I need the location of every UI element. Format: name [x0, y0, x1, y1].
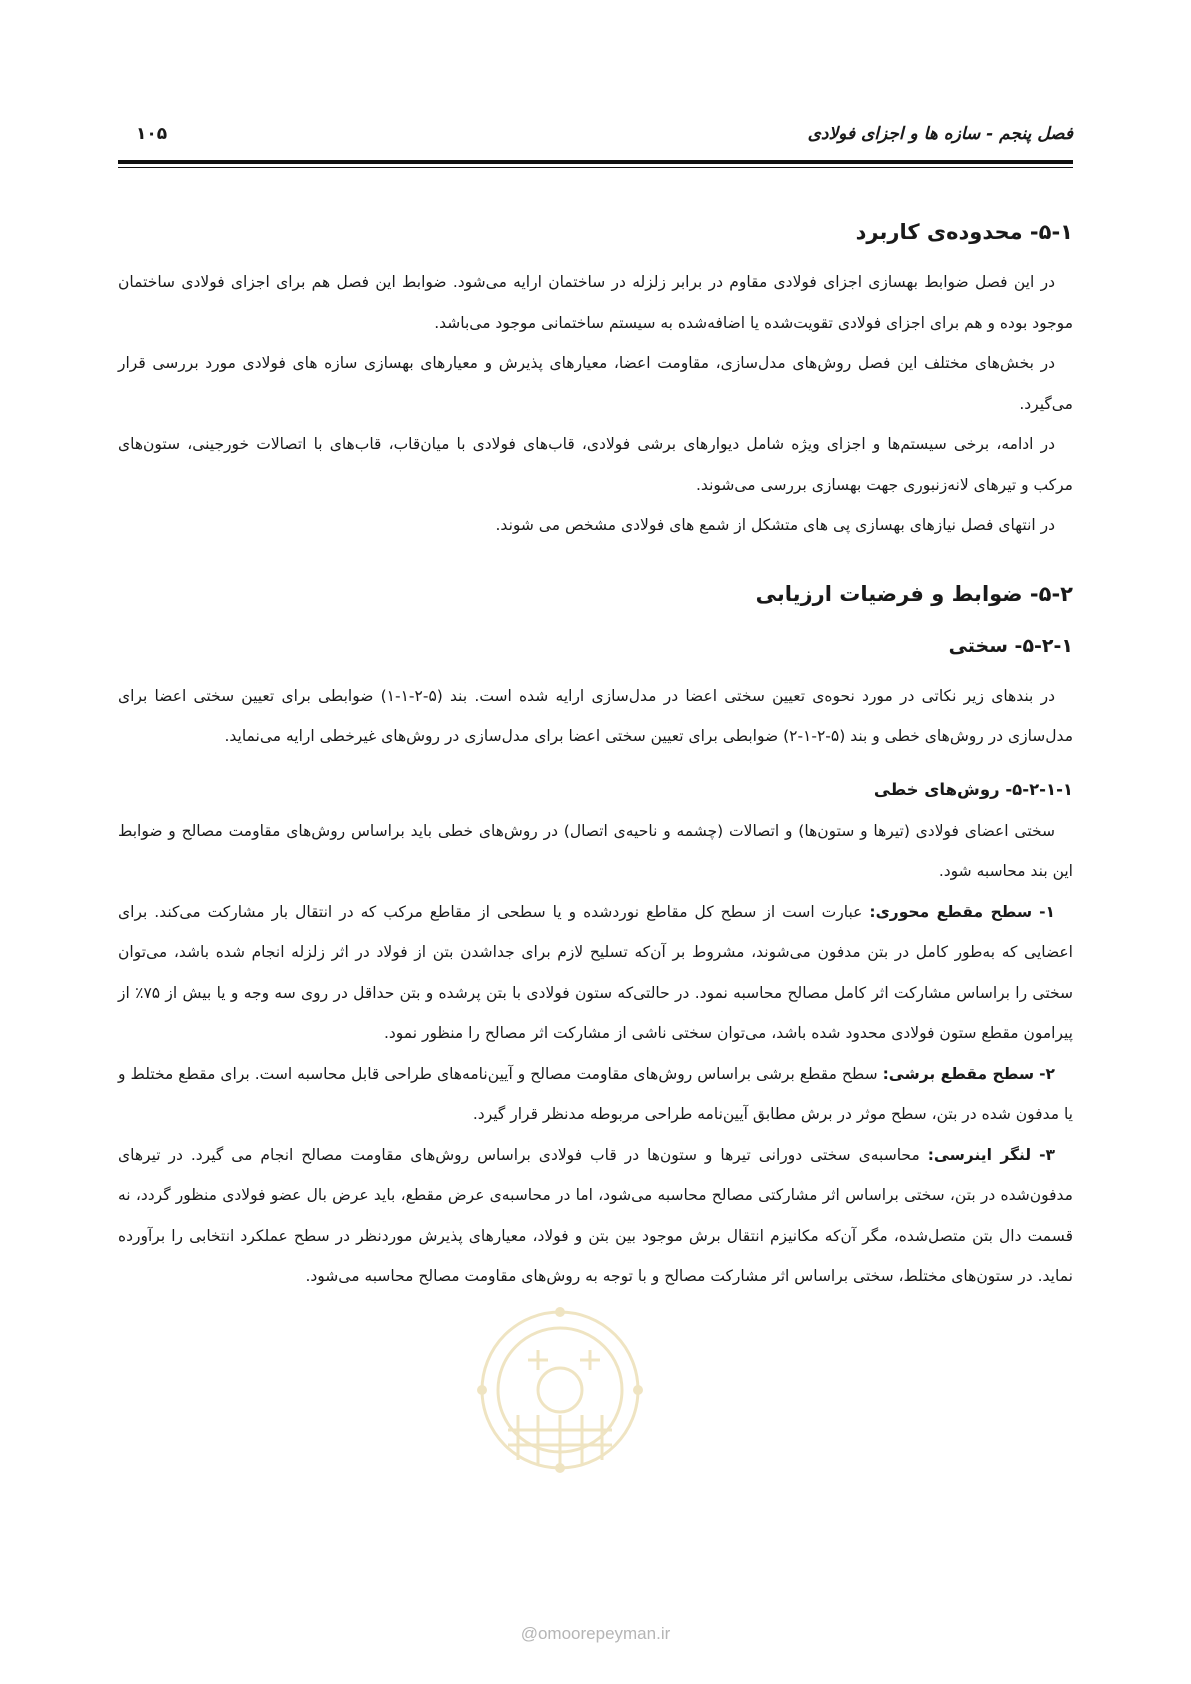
header-rule [118, 160, 1073, 164]
paragraph: سختی اعضای فولادی (تیرها و ستون‌ها) و اتصالات (چشمه و ناحیه‌ی اتصال) در روش‌های خطی باید براساس روش‌های مقاومت مصالح و ضوابط این بند محاسبه شود. [118, 821, 1073, 880]
item-number: ۱- [1039, 902, 1055, 921]
list-item [118, 1135, 1073, 1297]
paragraph: در انتهای فصل نیازهای بهسازی پی های متشکل از شمع های فولادی مشخص می شوند. [495, 516, 1055, 534]
item-title: لنگر اینرسی: [927, 1145, 1032, 1164]
item-number: ۲- [1039, 1064, 1055, 1083]
header-rule-thin [118, 167, 1073, 168]
spacer [118, 757, 1073, 769]
item-title: سطح مقطع برشی: [882, 1064, 1035, 1083]
item-text: محاسبه‌ی سختی دورانی تیرها و ستون‌ها در قاب فولادی براساس روش‌های مقاومت مصالح انجام می گیرد. در تیرهای مدفون‌شده در بتن، سختی براساس اثر مشارکتی مصالح محاسبه می‌شود، اما در محاسبه‌ی عرض مقطع، باید عرض بال عضو فولادی منظور گردد، نه قسمت دال بتن متصل‌شده، مگر آن‌که مکانیزم انتقال برش موجود بین بتن و فولاد، معیارهای پذیرش موردنظر در سطح عملکرد انتخابی را برآورده نماید. در ستون‌های مختلط، سختی براساس اثر مشارکت مصالح و با توجه به روش‌های مقاومت مصالح محاسبه می‌شود. [118, 1145, 1073, 1285]
paragraph: در بخش‌های مختلف این فصل روش‌های مدل‌سازی، مقاومت اعضا، معیارهای پذیرش و معیارهای بهسازی سازه های فولادی مورد بررسی قرار می‌گیرد. [118, 354, 1073, 413]
page-number: ۱۰۵ [136, 124, 168, 144]
paragraph: در ادامه، برخی سیستم‌ها و اجزای ویژه شامل دیوارهای برشی فولادی، قاب‌های فولادی با میان‌قاب، قاب‌های با اتصالات خورجینی، ستون‌های مرکب و تیرهای لانه‌زنبوری جهت بهسازی بررسی می‌شوند. [118, 435, 1073, 494]
list-item [118, 892, 1073, 1054]
item-title: سطح مقطع محوری: [869, 902, 1033, 921]
chapter-title: فصل پنجم - سازه ها و اجزای فولادی [807, 124, 1073, 144]
page-header [118, 124, 1073, 154]
section-heading-5-2: ۵-۲- ضوابط و فرضیات ارزیابی [755, 581, 1073, 606]
seal-icon [468, 1290, 653, 1500]
paragraph: در بندهای زیر نکاتی در مورد نحوه‌ی تعیین سختی اعضا در مدل‌سازی ارایه شده است. بند (۵-۲-۱-۱) ضوابطی برای تعیین سختی اعضا برای مدل‌سازی در روش‌های خطی و بند (۵-۲-۱-۲) ضوابطی برای تعیین سختی اعضا برای مدل‌سازی در روش‌های غیرخطی ارایه می‌نماید. [118, 686, 1073, 745]
paragraph: در این فصل ضوابط بهسازی اجزای فولادی مقاوم در برابر زلزله در ساختمان ارایه می‌شود. ضوابط این فصل هم برای اجزای فولادی ساختمان موجود بوده و هم برای اجزای فولادی تقویت‌شده یا اضافه‌شده به سیستم ساختمانی موجود می‌باشد. [118, 273, 1073, 332]
item-text: عبارت است از سطح کل مقاطع نوردشده و یا سطحی از مقاطع مرکب که در انتقال بار مشارکت می‌کند. برای اعضایی که به‌طور کامل در بتن مدفون می‌شوند، مشروط بر آن‌که تسلیح لازم برای جداشدن بتن از فولاد در اثر زلزله انجام شده باشد، می‌توان سختی را براساس مشارکت اثر کامل مصالح محاسبه نمود. در حالتی‌که ستون فولادی با بتن پرشده و بتن حداقل در روی سه وجه و یا بیش از ۷۵٪ از پیرامون مقطع ستون فولادی محدود شده باشد، می‌توان سختی ناشی از مشارکت اثر مصالح را منظور نمود. [118, 902, 1074, 1042]
item-number: ۳- [1039, 1145, 1055, 1164]
subsection-heading-5-2-1: ۵-۲-۱- سختی [948, 634, 1073, 657]
list-item [118, 1054, 1073, 1135]
item-text: سطح مقطع برشی براساس روش‌های مقاومت مصالح و آیین‌نامه‌های طراحی قابل محاسبه است. برای مقطع مختلط و یا مدفون شده در بتن، سطح موثر در برش مطابق آیین‌نامه طراحی مربوطه مدنظر قرار گیرد. [118, 1064, 1073, 1123]
spacer [118, 668, 1073, 676]
page-body [118, 210, 1073, 1297]
watermark-site: @omoorepeyman.ir [520, 1624, 671, 1643]
section-heading-5-1: ۵-۱- محدوده‌ی کاربرد [855, 220, 1073, 244]
subsubsection-heading-5-2-1-1: ۵-۲-۱-۱- روش‌های خطی [873, 779, 1073, 799]
spacer [118, 546, 1073, 572]
